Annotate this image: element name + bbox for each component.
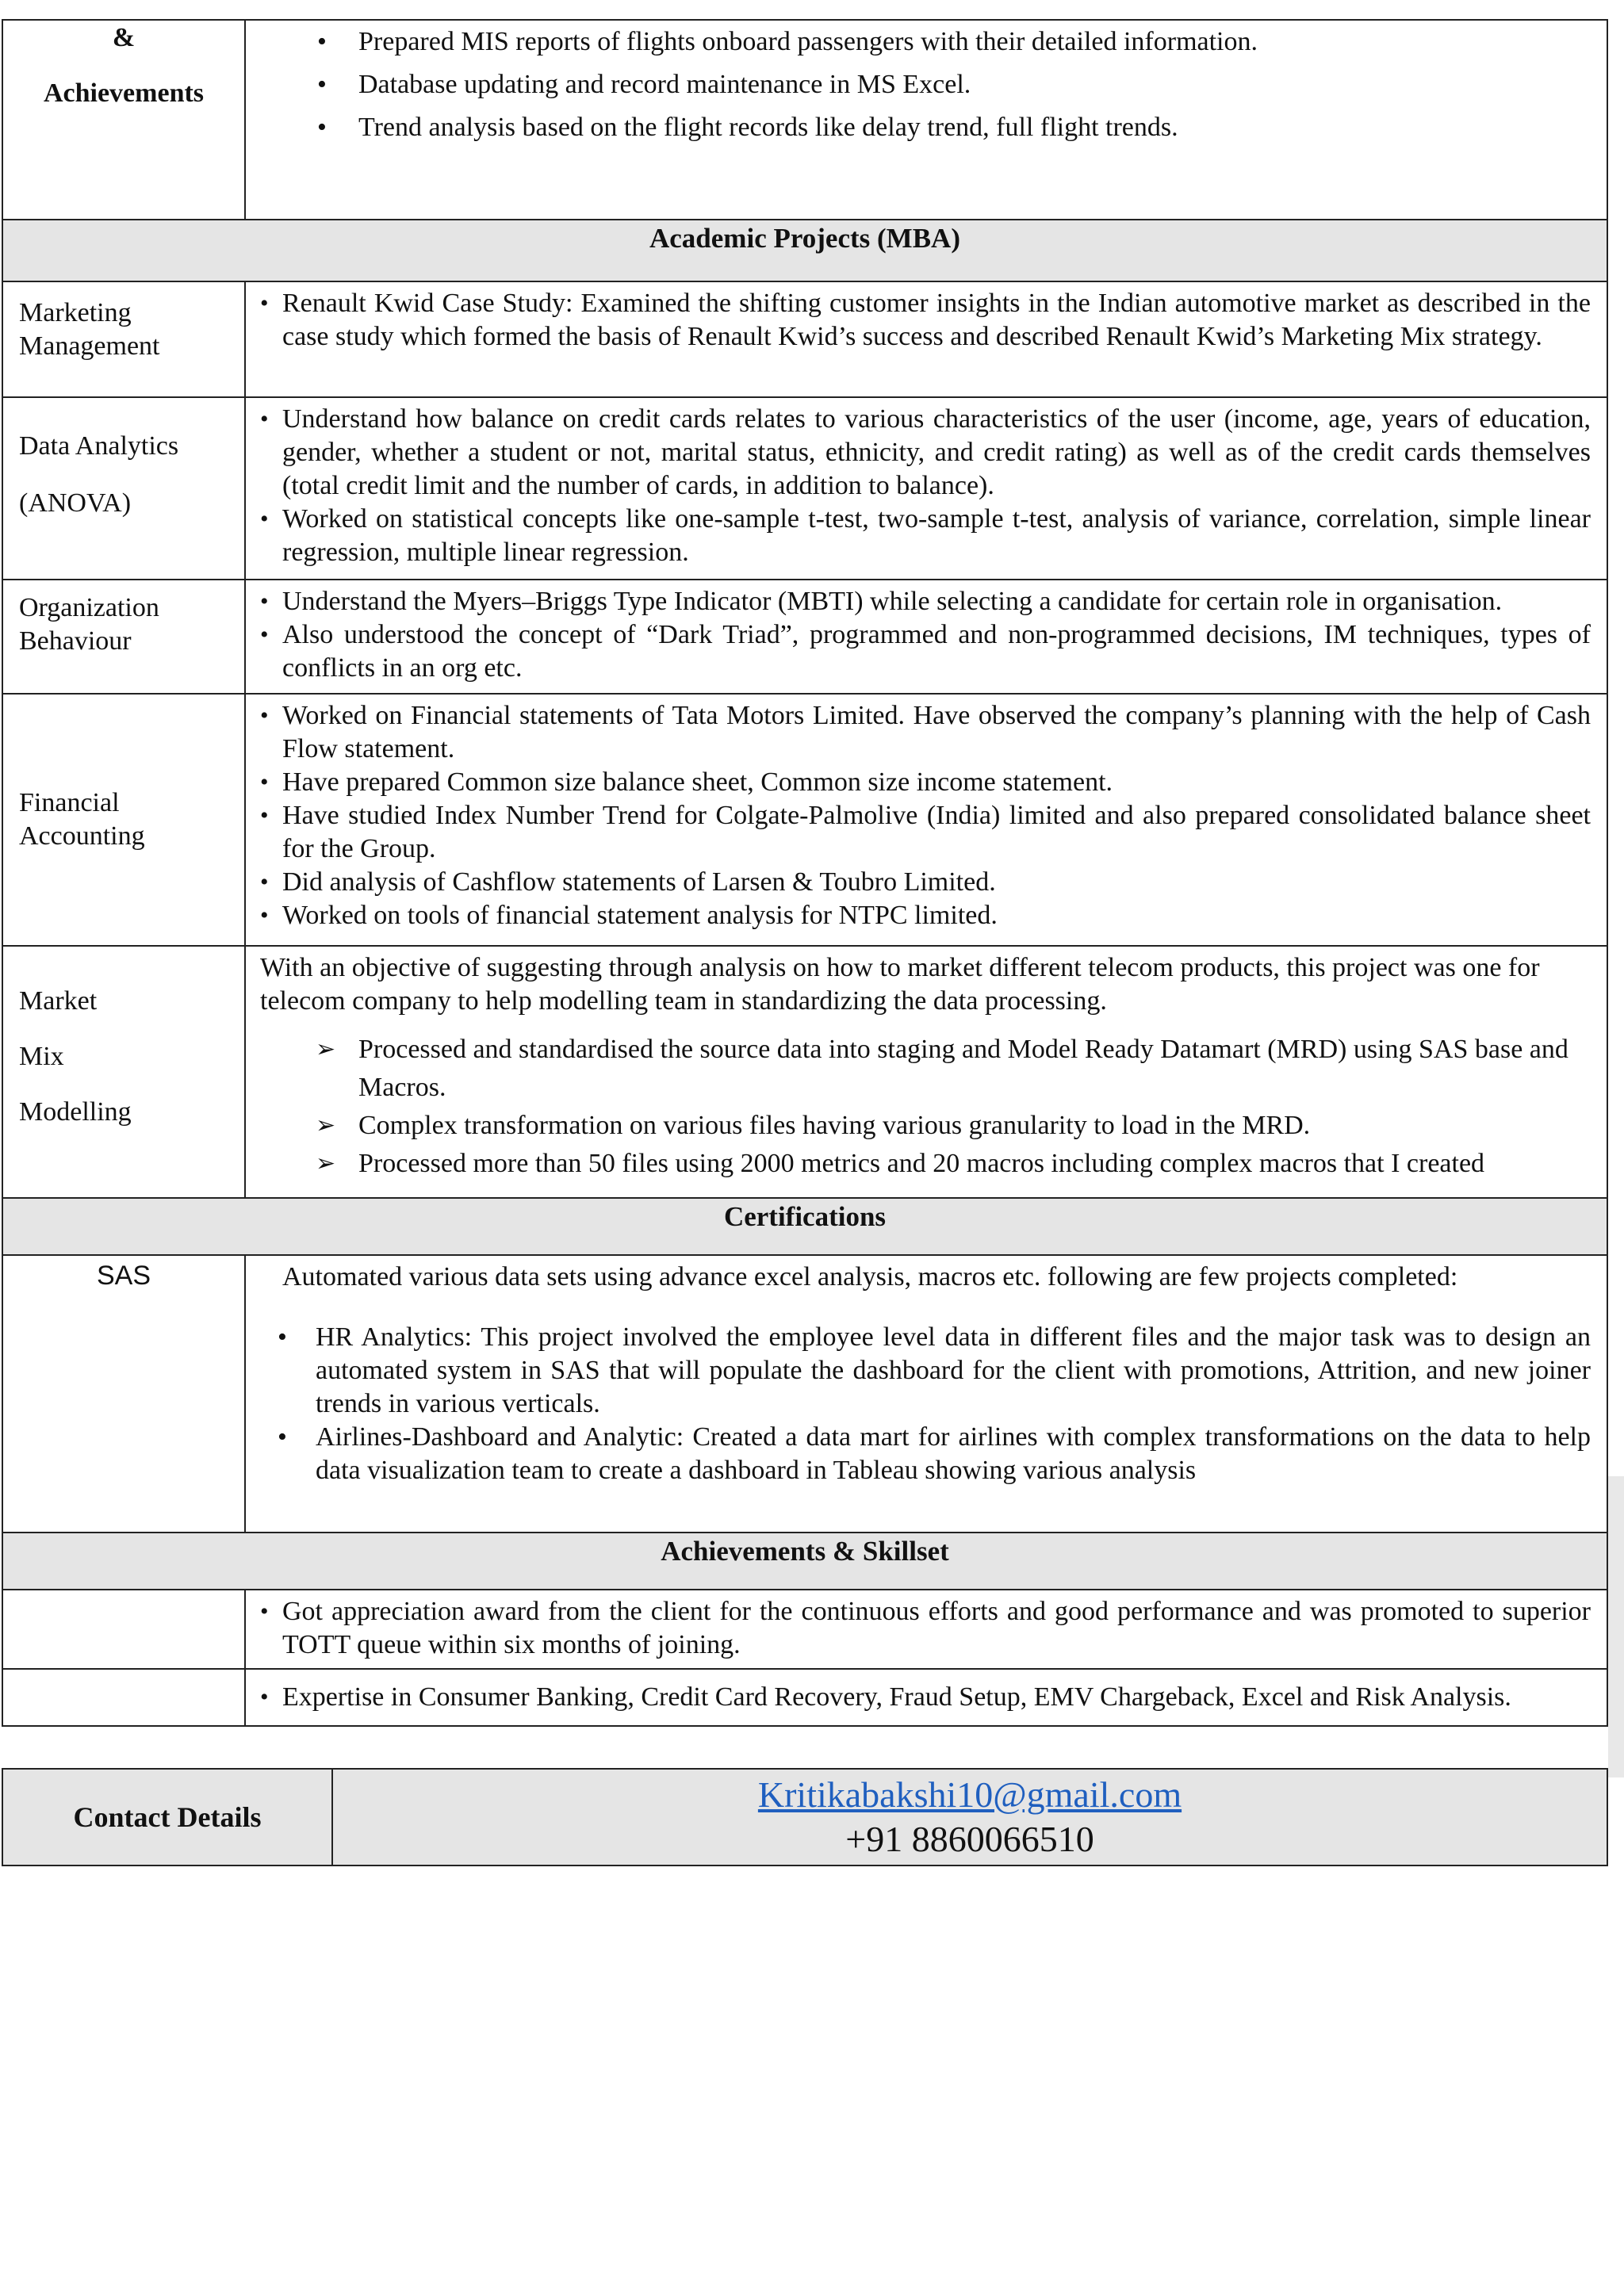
- section-heading: Academic Projects (MBA): [2, 220, 1607, 281]
- bullet-list: [260, 287, 1591, 354]
- empty-label: [2, 1590, 245, 1669]
- list-item: • Renault Kwid Case Study: Examined the shifting customer insights in the Indian automotive market as described in the case study which formed the basis of Renault Kwid’s success and described Renault Kwid’s Marketing Mix strategy.: [260, 287, 1591, 354]
- bullet-list: [260, 1681, 1591, 1714]
- project-intro: With an objective of suggesting through analysis on how to market different telecom products, this project was one for telecom company to help modelling team in standardizing the data processing.: [260, 953, 1540, 1016]
- empty-label: [2, 1669, 245, 1726]
- list-item: • HR Analytics: This project involved the employee level data in different files and the major task was to design an automated system in SAS that will populate the dashboard for the client with promotions, Attrition, and new joiner trends in various verticals.: [260, 1321, 1591, 1421]
- project-label: [2, 281, 245, 397]
- list-item: • Worked on statistical concepts like one-sample t-test, two-sample t-test, analysis of variance, correlation, simple linear regression, multiple linear regression.: [260, 503, 1591, 569]
- contact-label: Contact Details: [2, 1769, 332, 1866]
- resume-table: [2, 19, 1608, 1727]
- label-line: Achievements: [43, 78, 205, 108]
- project-label-text: Market: [19, 986, 98, 1016]
- bullet-list: [260, 1321, 1591, 1487]
- section-heading: Certifications: [2, 1198, 1607, 1255]
- project-row: [2, 580, 1607, 694]
- certification-intro: Automated various data sets using advance excel analysis, macros etc. following are few projects completed:: [282, 1262, 1458, 1292]
- contact-row: [2, 1769, 1607, 1866]
- phone-number: +91 8860066510: [845, 1819, 1094, 1859]
- project-row: [2, 281, 1607, 397]
- project-content: [245, 946, 1607, 1198]
- list-item: • Have studied Index Number Trend for Colgate-Palmolive (India) limited and also prepared consolidated balance sheet for the Group.: [260, 799, 1591, 866]
- project-label-text: Data Analytics: [19, 431, 179, 461]
- list-item: ➢ Complex transformation on various files having various granularity to load in the MRD.: [260, 1107, 1591, 1145]
- bullet-list: [260, 699, 1591, 932]
- section-heading: Achievements & Skillset: [2, 1533, 1607, 1590]
- list-item: • Did analysis of Cashflow statements of Larsen & Toubro Limited.: [260, 866, 1591, 899]
- section-label: [2, 20, 245, 220]
- project-label: [2, 580, 245, 694]
- achievement-row: [2, 1669, 1607, 1726]
- project-content: [245, 281, 1607, 397]
- project-label: [2, 694, 245, 946]
- list-item: • Have prepared Common size balance sheet, Common size income statement.: [260, 766, 1591, 799]
- list-item: • Worked on Financial statements of Tata Motors Limited. Have observed the company’s planning with the help of Cash Flow statement.: [260, 699, 1591, 766]
- list-item: • Got appreciation award from the client for the continuous efforts and good performance and was promoted to superior TOTT queue within six months of joining.: [260, 1595, 1591, 1662]
- arrow-list: [260, 1031, 1591, 1183]
- label-line: &: [112, 23, 136, 52]
- project-content: [245, 580, 1607, 694]
- list-item: • Worked on tools of financial statement analysis for NTPC limited.: [260, 899, 1591, 932]
- project-label: [2, 397, 245, 580]
- bullet-list: [260, 1595, 1591, 1662]
- project-row: [2, 397, 1607, 580]
- project-row: [2, 694, 1607, 946]
- list-item: • Also understood the concept of “Dark Triad”, programmed and non-programmed decisions, IM techniques, types of conflicts in an org etc.: [260, 618, 1591, 685]
- list-item: • Database updating and record maintenance in MS Excel.: [260, 63, 1591, 106]
- achievements-content: [245, 20, 1607, 220]
- list-item: ➢ Processed and standardised the source data into staging and Model Ready Datamart (MRD) using SAS base and Macros.: [260, 1031, 1591, 1107]
- achievement-row: [2, 1590, 1607, 1669]
- list-item: • Airlines-Dashboard and Analytic: Created a data mart for airlines with complex transformations on the data to help data visualization team to create a dashboard in Tableau showing various analysis: [260, 1421, 1591, 1487]
- list-item: • Prepared MIS reports of flights onboard passengers with their detailed information.: [260, 21, 1591, 63]
- bullet-list: [260, 585, 1591, 685]
- section-heading-row: [2, 1198, 1607, 1255]
- certification-label: SAS: [2, 1255, 245, 1533]
- page-edge-shade: [1608, 1476, 1624, 1777]
- bullet-list: [260, 21, 1591, 149]
- list-item: • Trend analysis based on the flight records like delay trend, full flight trends.: [260, 106, 1591, 149]
- certification-content: [245, 1255, 1607, 1533]
- contact-values: [332, 1769, 1607, 1866]
- section-heading-row: [2, 220, 1607, 281]
- project-label-text: Modelling: [19, 1097, 132, 1127]
- achievement-content: [245, 1590, 1607, 1669]
- contact-table: [2, 1768, 1608, 1866]
- project-label: [2, 946, 245, 1198]
- project-label-text: Marketing Management: [19, 298, 160, 361]
- project-label-text: Organization Behaviour: [19, 593, 159, 656]
- list-item: • Understand the Myers–Briggs Type Indicator (MBTI) while selecting a candidate for certain role in organisation.: [260, 585, 1591, 618]
- project-label-text: (ANOVA): [19, 488, 132, 518]
- certification-row: [2, 1255, 1607, 1533]
- project-content: [245, 694, 1607, 946]
- project-row: [2, 946, 1607, 1198]
- achievement-content: [245, 1669, 1607, 1726]
- project-label-text: Financial Accounting: [19, 788, 145, 851]
- list-item: • Understand how balance on credit cards relates to various characteristics of the user (income, age, years of education, gender, whether a student or not, marital status, ethnicity, and credit rating) as well as of the credit cards themselves (total credit limit and the number of cards, in addition to balance).: [260, 403, 1591, 503]
- achievements-row: [2, 20, 1607, 220]
- project-content: [245, 397, 1607, 580]
- section-heading-row: [2, 1533, 1607, 1590]
- bullet-list: [260, 403, 1591, 569]
- project-label-text: Mix: [19, 1042, 64, 1071]
- list-item: ➢ Processed more than 50 files using 2000 metrics and 20 macros including complex macros that I created: [260, 1145, 1591, 1183]
- list-item: • Expertise in Consumer Banking, Credit Card Recovery, Fraud Setup, EMV Chargeback, Excel and Risk Analysis.: [260, 1681, 1591, 1714]
- email-link[interactable]: Kritikabakshi10@gmail.com: [757, 1774, 1182, 1815]
